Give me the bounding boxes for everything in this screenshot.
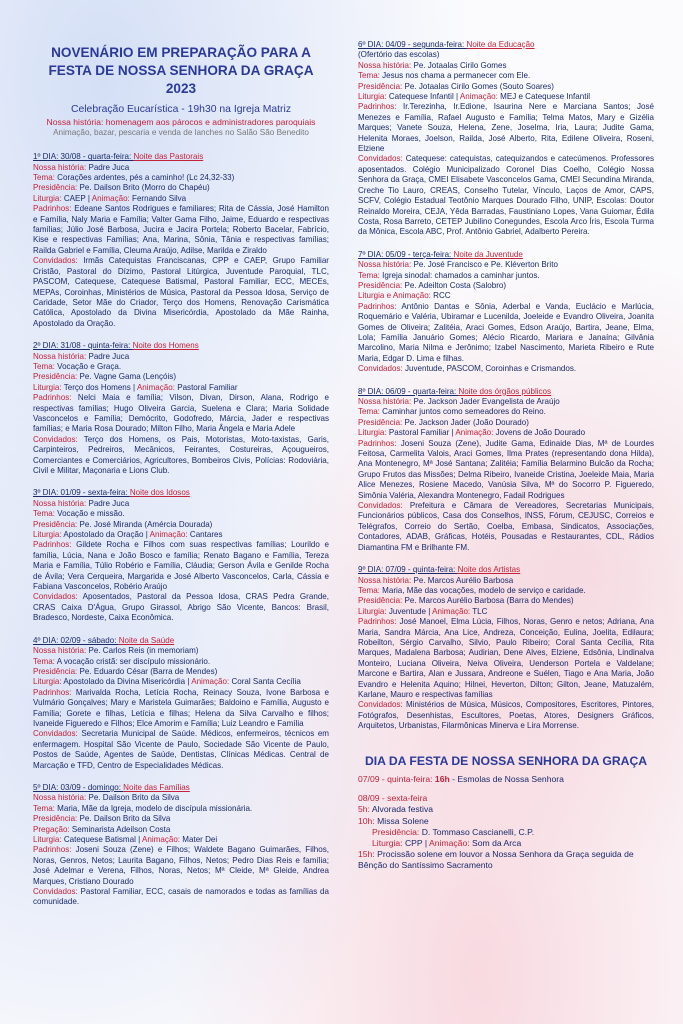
row-label: Liturgia: xyxy=(358,606,389,616)
day-section xyxy=(358,565,654,732)
day-title xyxy=(358,250,654,260)
day-row xyxy=(33,173,329,183)
day-row xyxy=(358,501,654,553)
row-label: Convidados: xyxy=(33,887,81,897)
row-label: Tema: xyxy=(33,803,58,813)
day-title xyxy=(33,152,329,162)
day-row xyxy=(33,509,329,519)
day-theme: Noite das Famílias xyxy=(123,782,190,792)
row-text: Pe. Adeilton Costa (Salobro) xyxy=(404,280,507,290)
day-row xyxy=(33,499,329,509)
row-label: Tema: xyxy=(358,71,383,81)
row-text: Aposentados, Pastoral da Pessoa Idosa, CRAS Pedra Grande, CRAS Caixa D'Água, Grupo Girassol, Abrigo São Vicente, Bancos: Brasil, Bradesco, Nordeste, Caixa Econômica. xyxy=(33,592,330,623)
row-text-2: Pastoral Familiar xyxy=(177,382,238,392)
row-label: Padrinhos: xyxy=(358,438,401,448)
day-row xyxy=(358,271,654,281)
row-label: Presidência: xyxy=(33,519,80,529)
row-text: Pe. Dailson Brito da Silva xyxy=(79,814,171,824)
row-text: Apostolado da Divina Misericórdia | xyxy=(63,677,192,687)
day-row xyxy=(33,352,329,362)
row-label-2: Animação: xyxy=(459,92,501,102)
row-text: Pe. Jackson Jader (João Dourado) xyxy=(404,417,529,427)
day-label: 2º DIA: 31/08 - quinta-feira: xyxy=(33,341,133,351)
day-row xyxy=(33,729,329,771)
day-row xyxy=(358,576,654,586)
title-line-2: FESTA DE NOSSA SENHORA DA GRAÇA 2023 xyxy=(48,63,314,96)
day-row xyxy=(33,592,329,623)
row-label: Padrinhos: xyxy=(33,540,77,550)
day-row xyxy=(33,540,329,592)
festa-line-2 xyxy=(358,816,654,827)
festa-line-4-label: Liturgia: xyxy=(372,838,405,849)
row-label: Tema: xyxy=(33,656,57,666)
day-row xyxy=(358,302,654,364)
day-row xyxy=(33,194,329,204)
day-row xyxy=(358,607,654,617)
row-text: Apostolado da Oração | xyxy=(63,530,150,540)
row-label: Presidência: xyxy=(358,81,405,91)
row-text: Catequese Batismal | xyxy=(63,835,143,844)
day-row xyxy=(33,793,329,803)
day-row xyxy=(358,700,654,731)
row-text: Seminarista Adeilson Costa xyxy=(71,824,171,834)
row-text: CAEP | xyxy=(63,193,92,203)
festa-line-4-label-2: Animação: xyxy=(429,838,473,849)
row-label-2: Animação: xyxy=(91,193,133,203)
day-label: 5º DIA: 03/09 - domingo: xyxy=(33,782,124,792)
day-row xyxy=(358,82,654,92)
day-row xyxy=(33,362,329,372)
day-row xyxy=(33,825,329,835)
day-theme: Noite da Juventude xyxy=(453,249,523,259)
festa-line-4-text-2: Som da Arca xyxy=(472,838,522,849)
row-text: Pe. Marcos Aurélio Barbosa xyxy=(413,575,514,585)
day-row xyxy=(358,586,654,596)
day-section xyxy=(33,783,329,908)
row-text: Pe. Jackson Jader Evangelista de Araújo xyxy=(413,397,560,406)
row-text: Maria, Mãe das vocações, modelo de serviço e caridade. xyxy=(382,585,586,595)
day-row xyxy=(33,814,329,824)
row-text: Pe. Eduardo César (Barra de Mendes) xyxy=(79,666,218,676)
row-label: Nossa história: xyxy=(33,793,89,803)
row-label: Padrinhos: xyxy=(33,687,76,697)
row-label: Presidência: xyxy=(33,666,80,676)
day-row xyxy=(33,646,329,656)
day-row xyxy=(358,260,654,270)
festa-line-4 xyxy=(358,838,654,849)
history-note: Nossa história: homenagem aos párocos e administradores paroquiais xyxy=(46,117,316,128)
festa-line-2-text: Missa Solene xyxy=(377,815,429,826)
row-text: Pe. Dailson Brito (Morro do Chapéu) xyxy=(79,183,210,193)
row-label: Nossa história: xyxy=(358,260,414,270)
day-title xyxy=(33,488,329,498)
row-label: Convidados: xyxy=(33,256,84,266)
row-label: Tema: xyxy=(358,407,383,417)
row-text: Pe. Jotaalas Cirilo Gomes xyxy=(413,60,507,70)
row-text-2: TLC xyxy=(472,606,488,616)
row-text: Pe. Jotaalas Cirilo Gomes (Souto Soares) xyxy=(404,81,554,91)
right-column xyxy=(358,0,654,872)
row-label: Nossa história: xyxy=(358,60,414,70)
row-label: Convidados: xyxy=(358,700,406,710)
row-label: Convidados: xyxy=(33,729,82,739)
row-text: Pe. José Francisco e Pe. Kléverton Brito xyxy=(413,260,558,270)
row-label-2: Animação: xyxy=(191,677,232,687)
row-label: Presidência: xyxy=(358,417,405,427)
festa-line-1-text: Alvorada festiva xyxy=(371,804,434,815)
row-text: Secretaria Municipal de Saúde. Médicos, enfermeiros, técnicos em enfermagem. Hospital São Vicente de Paulo, Sociedade São Vicente de Paulo, Postos de Saúde, Agentes de Saúde, Dentistas, Clínicas Médicas. Central de Marcação e TFD, Centro de Especialidades Médicas. xyxy=(33,729,329,770)
festa-line-3 xyxy=(358,827,654,838)
row-text: Terço dos Homens, os Pais, Motoristas, Moto-taxistas, Garis, Carpinteiros, Pedreiros, Mecânicos, Feirantes, Costureiras, Açougueiros, Comerciantes e Comerciários, Agricultores, Bombeiros Civis, Polícias: Rodoviária, Civil e Militar, Maçonaria e Lions Club. xyxy=(33,434,329,475)
day-row xyxy=(33,256,329,329)
row-label: Padrinhos: xyxy=(33,204,75,214)
row-text: Jesus nos chama a permanecer com Ele. xyxy=(382,71,531,81)
day-row xyxy=(358,92,654,102)
row-label: Nossa história: xyxy=(33,162,89,172)
day-row xyxy=(33,163,329,173)
day-row xyxy=(33,435,329,477)
row-text: Pe. Vagne Gama (Lençóis) xyxy=(79,372,176,382)
day-row xyxy=(358,71,654,81)
row-text-2: Mater Dei xyxy=(182,835,218,844)
day-row xyxy=(33,183,329,193)
day-label: 7º DIA: 05/09 - terça-feira: xyxy=(358,249,454,259)
day-row xyxy=(358,428,654,438)
row-label: Tema: xyxy=(33,509,58,519)
festa-line-5 xyxy=(358,849,654,871)
day-section xyxy=(33,636,329,771)
row-label-2: Animação: xyxy=(455,428,496,438)
row-text: Pe. Dailson Brito da Silva xyxy=(88,793,180,803)
festa-title: DIA DA FESTA DE NOSSA SENHORA DA GRAÇA xyxy=(364,753,648,768)
day-section xyxy=(358,387,654,554)
day-label: 3º DIA: 01/09 - sexta-feira: xyxy=(33,488,130,498)
row-text: RCC xyxy=(433,291,451,301)
day-section xyxy=(33,341,329,476)
row-label: Nossa história: xyxy=(358,575,414,585)
festa-day-1-date: 07/09 - quinta-feira: xyxy=(358,774,435,784)
festa-line-1 xyxy=(358,804,654,815)
row-label: Pregação: xyxy=(33,824,72,834)
row-label-2: Animação: xyxy=(432,606,473,616)
festa-line-2-time: 10h: xyxy=(358,815,378,826)
day-row xyxy=(358,154,654,237)
festa-day-1-text: - Esmolas de Nossa Senhora xyxy=(449,774,564,784)
row-label: Nossa história: xyxy=(358,397,414,406)
row-label: Padrinhos: xyxy=(358,301,402,311)
day-row xyxy=(33,677,329,687)
row-text: Padre Juca xyxy=(88,162,130,172)
day-row xyxy=(33,393,329,435)
day-section xyxy=(33,488,329,623)
festa-line-1-time: 5h: xyxy=(358,804,372,815)
row-text: Caminhar juntos como semeadores do Reino. xyxy=(382,407,546,417)
day-label: 8º DIA: 06/09 - quarta-feira: xyxy=(358,386,459,396)
row-text: Irmãs Catequistas Franciscanas, CPP e CAEP, Grupo Familiar Cristão, Pastoral do Dízimo, Pastoral Litúrgica, Juventude Paroquial, TLC, PASCOM, Catequese, Catequese Batismal, Pastoral Familiar, ECC, MECEs, MEPAs, Coroinhas, Ministérios de Música, Pastoral da Pessoa Idosa, Serviço de Caridade, Setor Mãe do Criador, Terço dos Homens, Renovação Carismática Católica, Apostolado da Divina Misericórdia, Apostolado da Mãe Rainha, Apostolado da Oração. xyxy=(33,256,329,328)
day-row xyxy=(358,397,654,407)
day-row xyxy=(358,596,654,606)
row-text: Nelci Maia e família; Vilson, Divan, Dirson, Alana, Rodrigo e respectivas famílias; Hugo Oliveira Garcia, Suelena e Clara; Maria Solidade Vasconcelos e Família; Demócrito, Godofredo, Márcia, Jader e respectivas famílias; e Maria Rosa Dourado; Milton Filho, Maria Ângela e Maria Adele xyxy=(33,393,329,434)
day-theme: Noite das Pastorais xyxy=(133,152,204,162)
row-text-2: Fernando Silva xyxy=(132,193,187,203)
row-text: Catequese: catequistas, catequizandos e catecúmenos. Professores aposentados. Colégio Municipalizado Coronel Dias Coelho, Colégio Nossa Senhora da Graça, CMEI Elisabete Vasconcelos Gama, CMEI Secundina Miranda, Creche Tio Lauro, CREAS, Conselho Tutelar, Vínculo, Laços de Amor, CAPS, SCFV, Colégio Estadual Teotônio Marques Dourado Filho, UNIP, Escolas: Doutor Reinaldo Moreira, CEJA, Yêda Barradas, Faustiniano Lopes, Vana Guiomar, Édila Costa, Rosa Barreto, CETEP Jubilino Conegundes, Escola Arco Íris, Escola Turma da Mônica, Escola ABC, Prof. Antônio Gabriel, Adalberto Pereira. xyxy=(358,154,654,237)
row-text: Edeane Santos Rodrigues e familiares; Rita de Cássia, José Hamilton e Família, Naly Maria e Família; Valter Gama Filho, Jaime, Eduardo e respectivas famílias; Júlio José Barbosa, Jucira e Jacira Portela; Roberto Bacelar, Fabrício, Kise e respectivas Famílias; Ana, Marina, Sônia, Tânia e respectivas famílias; Railda Gabriel e Família, Cleuma Araújo, Adilse, Marilda e Ziraldo xyxy=(33,204,329,255)
row-label: Liturgia: xyxy=(33,382,64,392)
row-label: Padrinhos: xyxy=(33,393,78,403)
row-label: Presidência: xyxy=(358,280,405,290)
festa-line-4-text: CPP | xyxy=(404,838,430,849)
day-row xyxy=(358,102,654,154)
day-theme: Noite da Educação xyxy=(466,40,535,49)
row-label: Presidência: xyxy=(33,183,80,193)
row-label: Convidados: xyxy=(33,434,84,444)
day-label: 9º DIA: 07/09 - quinta-feira: xyxy=(358,565,458,575)
header xyxy=(33,0,329,138)
day-note: (Ofertório das escolas) xyxy=(358,50,440,60)
row-text: Joseni Souza (Zene) e Filhos; Waldete Bagano Guimarães, Filhos, Noras, Genros, Netos; Laurita Bagano, Filhos, Netos; Pedro Dias Reis e família; José Adelmar e Verena, Filhos, Noras, Netos; Mª Cleide, Mª Gleide, Andrea Marques, Cristiano Dourado xyxy=(33,845,329,886)
row-label: Convidados: xyxy=(358,154,406,164)
day-row xyxy=(33,667,329,677)
day-row xyxy=(33,845,329,887)
day-row xyxy=(358,617,654,700)
row-text: A vocação cristã: ser discípulo missionário. xyxy=(56,656,211,666)
festa-line-5-time: 15h: xyxy=(358,849,378,860)
row-label: Nossa história: xyxy=(33,498,89,508)
row-label: Liturgia: xyxy=(33,193,64,203)
day-row xyxy=(358,281,654,291)
festa-line-3-text: D. Tommaso Cascianelli, C.P. xyxy=(421,826,535,837)
day-section xyxy=(358,40,654,238)
day-row xyxy=(358,439,654,501)
left-column xyxy=(33,0,329,908)
row-text: Padre Juca xyxy=(88,498,130,508)
day-row xyxy=(358,418,654,428)
festa-line-5-text: Procissão solene em louvor a Nossa Senhora da Graça seguida de Bênção do Santíssimo Sacramento xyxy=(358,849,634,871)
left-days xyxy=(33,152,329,908)
row-label: Convidados: xyxy=(358,364,405,374)
day-title xyxy=(358,565,654,575)
row-text: Corações ardentes, pés a caminho! (Lc 24,32-33) xyxy=(57,173,235,183)
row-label: Nossa história: xyxy=(33,646,89,656)
row-text: Joseni Souza (Zene), Judite Gama, Edinaide Dias, Mª de Lourdes Feitosa, Carmelita Valois, Araci Gomes, Ilma Prates (representando dona Hilda), Ana Montenegro, Mª José Santana; Zalitéia; Família Belarmino Bulcão da Rocha; Grupo Frutos das Missões; Delma Ribeiro, Ivaneide Cristina, Joeleide Maia, Maria Alice Menezes, Rosiene Macedo, Vanúsia Silva, Mª do Socorro P. Figueredo, Simônia Valéria, Alexandra Montenegro, Fadail Rodrigues xyxy=(358,438,654,500)
day-row xyxy=(33,204,329,256)
row-label: Tema: xyxy=(358,585,383,595)
day-row xyxy=(33,383,329,393)
row-label: Liturgia: xyxy=(358,428,389,438)
row-label: Padrinhos: xyxy=(33,845,76,855)
row-text: Pe. Carlos Reis (in memoriam) xyxy=(88,646,199,656)
day-row xyxy=(33,520,329,530)
row-text: Pastoral Familiar, ECC, casais de namorados e todas as famílias da comunidade. xyxy=(33,887,329,907)
festa-day-1-time: 16h xyxy=(434,774,450,784)
day-theme: Noite dos Homens xyxy=(132,341,199,351)
day-row xyxy=(33,688,329,730)
row-label: Padrinhos: xyxy=(358,617,400,627)
row-label: Convidados: xyxy=(358,501,410,511)
day-row xyxy=(33,835,329,845)
row-label: Nossa história: xyxy=(33,351,89,361)
day-row xyxy=(358,407,654,417)
row-label-2: Animação: xyxy=(136,382,178,392)
row-label: Tema: xyxy=(33,173,58,183)
day-title xyxy=(33,783,329,793)
row-label: Tema: xyxy=(358,270,383,280)
row-label: Presidência: xyxy=(33,814,80,824)
row-label: Tema: xyxy=(33,361,58,371)
row-text-2: Coral Santa Cecília xyxy=(231,677,301,687)
day-row xyxy=(358,61,654,71)
row-text: Maria, Mãe da Igreja, modelo de discípula missionária. xyxy=(57,803,253,813)
day-row xyxy=(33,372,329,382)
row-label: Convidados: xyxy=(33,592,83,602)
day-title xyxy=(33,636,329,646)
festa-day-1 xyxy=(358,774,654,785)
row-text: Ir.Terezinha, Ir.Edione, Isaurina Nere e Marciana Santos; José Menezes e Família, Rafael Augusto e Família; Telma Matos, Mary e Gizélia Marques; Vanete Souza, Helena, Zene, Joselma, Iria, Laura; Judite Gama, Helenita Moraes, Joelson, Railda, José Alberto, Rita, Edilene Oliveira, Roseni, Elziene xyxy=(358,102,654,154)
row-label: Liturgia: xyxy=(33,530,64,540)
day-label: 6º DIA: 04/09 - segunda-feira: xyxy=(358,40,467,49)
day-title xyxy=(358,40,654,50)
day-title xyxy=(33,341,329,351)
row-text: Vocação e Graça. xyxy=(57,361,122,371)
row-text: Marivalda Rocha, Letícia Rocha, Reinacy Souza, Ivone Barbosa e Vulmário Gonçalves; Mary e Maristela Guimarães; Baldoino e Família, Augusto e Família; Gorete e filhas, Letícia e filhas; Helena da Silva Carvalho e filhos; Ivaneide Figueredo e Filhos; Elce Amorim e Família; Luiz Leandro e Família xyxy=(33,687,329,728)
row-text-2: Cantares xyxy=(189,530,223,540)
row-text: Pe. Marcos Aurélio Barbosa (Barra do Mendes) xyxy=(404,596,574,606)
day-title xyxy=(358,387,654,397)
right-days xyxy=(358,0,654,732)
row-label: Presidência: xyxy=(33,372,80,382)
day-section xyxy=(33,152,329,329)
row-text: Padre Juca xyxy=(88,351,130,361)
row-text: Pastoral Familiar | xyxy=(388,428,456,438)
festa-schedule xyxy=(358,774,654,872)
row-text: Antônio Dantas e Sônia, Aderbal e Vanda, Euclácio e Marlúcia, Roquemário e Valéria, Ubiramar e Lucenilda, Joeleide e Evandro Oliveira, Joanita Gomes de Oliveira; Zalitéia, Araci Gomes, Edson Araújo, Bartira, Jeane, Elma, Lola; Família Januário Gomes; Alécio Ricardo, Mariara e Janaína; Gilvânia Marcolino, Maria Nilma e Jerônimo; Izabel Nascimento, Marieta Ribeiro e Rute Maria, Edgar D. Lima e filhas. xyxy=(358,301,654,363)
day-theme: Noite dos Idosos xyxy=(129,488,190,498)
day-row xyxy=(33,530,329,540)
row-text-2: MEJ e Catequese Infantil xyxy=(500,92,591,102)
row-label: Liturgia: xyxy=(33,835,64,844)
row-text: Catequese Infantil | xyxy=(388,92,460,102)
day-theme: Noite da Saúde xyxy=(118,635,175,645)
day-theme: Noite dos órgãos públicos xyxy=(458,386,552,396)
row-text: Juventude, PASCOM, Coroinhas e Crismandos. xyxy=(404,364,577,374)
row-label: Padrinhos: xyxy=(358,102,403,112)
row-label-2: Animação: xyxy=(142,835,183,844)
row-text-2: Jovens de João Dourado xyxy=(495,428,586,438)
day-row xyxy=(358,291,654,301)
day-section xyxy=(358,250,654,375)
day-row xyxy=(33,887,329,908)
row-text: Prefeitura e Câmara de Vereadores, Secretarias Municipais, Funcionários públicos, Casa dos Conselhos, INSS, Fórum, CEJUSC, Correios e Telégrafos, Correio do Sertão, Coelba, Embasa, Sindicatos, Associações, Contadores, ADAB, Gráficas, Hotéis, Pousadas e Restaurantes, CDL, Rádios Diamantina FM e Brilhante FM. xyxy=(358,501,654,552)
day-row xyxy=(33,804,329,814)
festa-day-2-date: 08/09 - sexta-feira xyxy=(358,793,428,804)
title-line-1: NOVENÁRIO EM PREPARAÇÃO PARA A xyxy=(51,45,311,60)
day-row xyxy=(358,364,654,374)
activities-note: Animação, bazar, pescaria e venda de lanches no Salão São Benedito xyxy=(53,127,309,137)
day-label: 1º DIA: 30/08 - quarta-feira: xyxy=(33,152,134,162)
day-label: 4º DIA: 02/09 - sábado: xyxy=(33,635,119,645)
row-label: Liturgia: xyxy=(33,677,64,687)
festa-line-3-label: Presidência: xyxy=(372,826,422,837)
day-theme: Noite dos Artistas xyxy=(457,565,521,575)
row-text: Juventude | xyxy=(388,606,433,616)
row-text: Igreja sinodal: chamados a caminhar juntos. xyxy=(382,270,540,280)
subtitle: Celebração Eucarística - 19h30 na Igreja Matriz xyxy=(70,104,292,115)
row-label: Liturgia: xyxy=(358,92,389,102)
row-text: Gildete Rocha e Filhos com suas respectivas famílias; Lourildo e família, Lúcia, Nana e João Bosco e família; Renato Bagano e Família, Tereza Maria e Família, Túlio Robério e Família, Cláudia; Gerson Ávila e Genilde Rocha de Ávila; Vera Cerqueira, Margarida e José Alberto Vasconcelos, Carla, Cássia e Fabiana Vasconcelos, Robério Araújo xyxy=(33,540,329,592)
row-text: Pe. José Miranda (Amércia Dourada) xyxy=(79,519,213,529)
row-label: Liturgia e Animação: xyxy=(358,291,434,301)
row-text: Ministérios de Música, Músicos, Compositores, Escritores, Pintores, Fotógrafos, Desenhistas, Escultores, Poetas, Atores, Designers Gráficos, Arquitetos, Urbanistas, Filarmônicas Minerva e Lira Morrense. xyxy=(358,700,654,731)
day-row xyxy=(33,657,329,667)
row-label: Presidência: xyxy=(358,596,405,606)
row-label-2: Animação: xyxy=(149,530,190,540)
row-text: Terço dos Homens | xyxy=(63,382,137,392)
row-text: Vocação e missão. xyxy=(57,509,125,519)
row-text: José Manoel, Elma Lúcia, Filhos, Noras, Genro e netos; Adriana, Ana Maria, Sandra Márcia, Ana Lice, Andreza, Conceição, Eulina, Joelita, Edilaura; Robeilton, Sérgio Carvalho, Silvio, Paulo Ribeiro; Coral Santa Cecília, Rita Marques, Madalena Barbosa; Audirian, Dene Alves, Elziene, Edsônia, Lindinalva Monteiro, Luciana Oliveira, Neiva Oliveira, Uenderson Portela e Valdelane; Marcone e Bartira, Alan e Jussara, Andreone e Suélen, Tiago e Ana Maria, João Evandro e Helenita Aquino; Hilnei, Heverton, Dilton; Gilton, Jeane, Matuzalém, Karlane, Mauro e respectivas famílias xyxy=(358,617,654,699)
